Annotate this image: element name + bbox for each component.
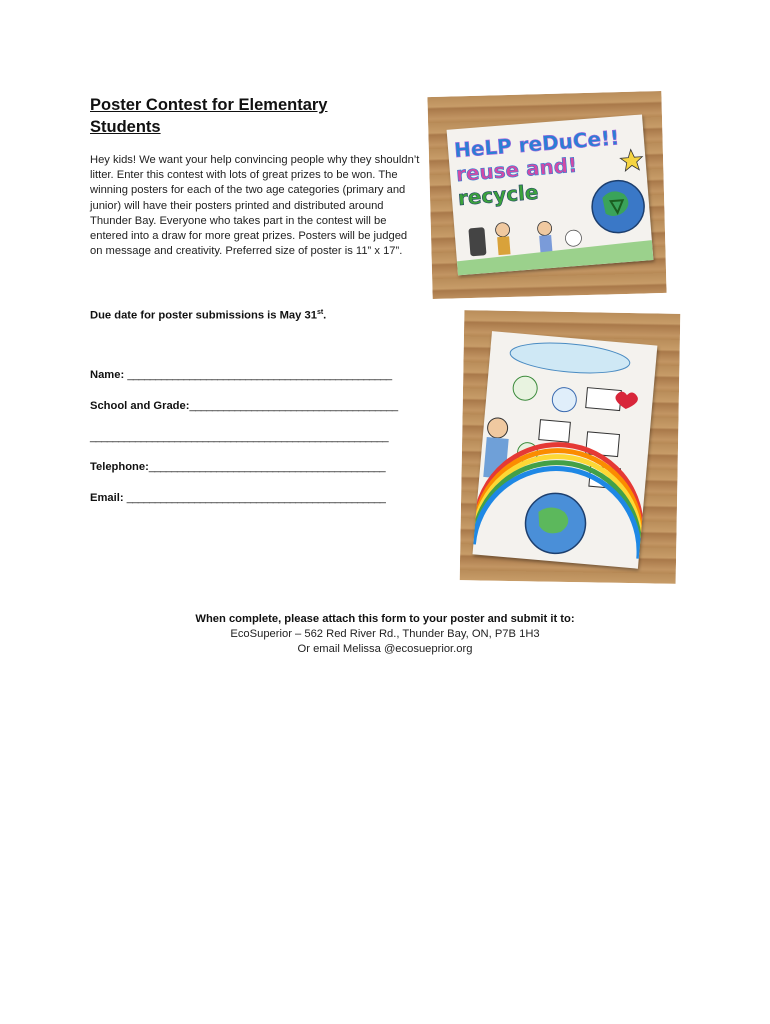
submission-footer <box>0 612 770 657</box>
bottle-icon <box>565 230 582 247</box>
poster-line-1: HeLP reDuCe!! <box>453 125 621 163</box>
email-blank[interactable]: ______________________________________________ <box>126 492 386 504</box>
poster-paper <box>447 114 654 275</box>
submission-email[interactable]: Or email Melissa @ecosueprior.org <box>297 643 473 655</box>
poster-line-3: recycle <box>457 179 540 211</box>
speech-cloud <box>509 339 631 377</box>
person-icon <box>495 222 510 237</box>
poster-photo-recycle <box>427 91 666 299</box>
due-date-end: . <box>323 309 327 322</box>
submission-address: EcoSuperior – 562 Red River Rd., Thunder Bay, ON, P7B 1H3 <box>230 628 540 640</box>
bubble-icon <box>512 375 538 401</box>
school-grade-label: School and Grade: <box>90 400 190 412</box>
school-grade-extra-line[interactable] <box>90 431 388 443</box>
email-label: Email: <box>90 492 124 504</box>
telephone-field[interactable] <box>90 461 385 473</box>
person-icon <box>487 417 509 439</box>
bubble-icon <box>551 387 577 413</box>
extra-blank[interactable]: _____________________________________________________ <box>90 431 388 443</box>
school-grade-blank[interactable]: _____________________________________ <box>189 400 398 412</box>
poster-paper <box>473 331 658 569</box>
email-field[interactable] <box>90 492 385 504</box>
due-date-suffix: st <box>316 309 324 316</box>
name-blank[interactable]: _______________________________________________ <box>127 369 392 381</box>
poster-photo-earth <box>460 310 681 584</box>
name-field[interactable] <box>90 369 392 381</box>
poster-drawing <box>447 114 654 275</box>
person-icon <box>537 221 552 236</box>
school-grade-field[interactable] <box>90 400 397 412</box>
due-date-text: Due date for poster submissions is May 31 <box>90 309 317 322</box>
telephone-blank[interactable]: __________________________________________ <box>148 461 385 473</box>
trash-can-icon <box>468 227 486 256</box>
name-label: Name: <box>90 369 125 381</box>
page-title: Poster Contest for Elementary Students <box>90 96 328 136</box>
telephone-label: Telephone: <box>90 461 149 473</box>
due-date <box>90 309 326 322</box>
star-icon <box>620 149 644 172</box>
poster-drawing <box>473 331 658 569</box>
intro-paragraph <box>90 153 422 259</box>
submission-instruction: When complete, please attach this form to your poster and submit it to: <box>195 613 575 625</box>
poster-line-2: reuse and! <box>455 152 578 187</box>
intro-text: Hey kids! We want your help convincing people why they shouldn’t litter. Enter this contest with lots of great prizes to be won. The winning posters for each of the two age categories (primary and junior) will have their posters printed and distributed around Thunder Bay. Everyone who takes part in the contest will be entered into a draw for more great prizes. Posters will be judged on message and creativity. Preferred size of poster is 11” x 17”. <box>90 154 420 258</box>
